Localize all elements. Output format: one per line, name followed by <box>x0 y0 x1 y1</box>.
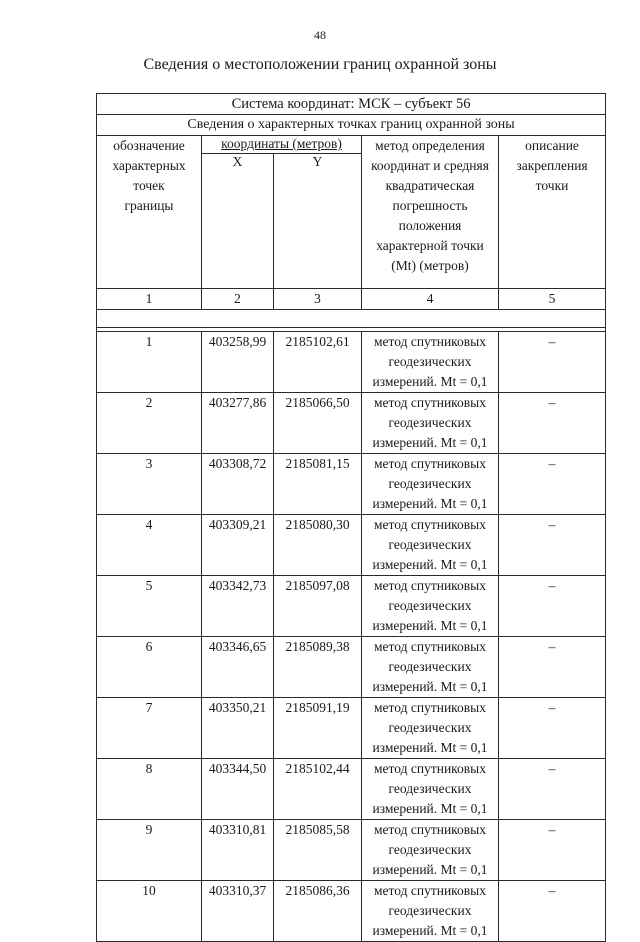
y-coordinate-cell: 2185102,61 <box>274 332 362 393</box>
y-coordinate-cell: 2185086,36 <box>274 881 362 942</box>
method-line: геодезических <box>388 415 472 430</box>
page-title: Сведения о местоположении границ охранной зоны <box>143 56 497 73</box>
header-method-line: положения <box>398 218 462 233</box>
method-line: геодезических <box>388 720 472 735</box>
x-coordinate-cell: 403350,21 <box>202 698 274 759</box>
header-x-label: X <box>232 154 243 169</box>
method-cell <box>362 576 499 637</box>
y-coordinate-cell: 2185081,15 <box>274 454 362 515</box>
y-coordinate-cell: 2185085,58 <box>274 820 362 881</box>
x-coordinate-cell: 403344,50 <box>202 759 274 820</box>
fixing-description-cell: – <box>499 515 606 576</box>
y-coordinate-cell: 2185066,50 <box>274 393 362 454</box>
method-line: измерений. Mt = 0,1 <box>372 618 488 633</box>
x-coordinate-cell: 403342,73 <box>202 576 274 637</box>
y-coordinate-cell: 2185102,44 <box>274 759 362 820</box>
fixing-description-cell: – <box>499 698 606 759</box>
method-line: метод спутниковых <box>374 700 486 715</box>
header-fixing-line: закрепления <box>516 158 588 173</box>
header-method-line: метод определения <box>375 138 485 153</box>
x-coordinate-cell: 403346,65 <box>202 637 274 698</box>
table-row <box>97 881 606 942</box>
point-number-cell: 3 <box>97 454 202 515</box>
header-coordinates <box>202 136 362 154</box>
table-row <box>97 637 606 698</box>
header-fixing <box>499 136 606 289</box>
table-row <box>97 454 606 515</box>
header-x <box>202 154 274 289</box>
header-point-line: обозначение <box>113 138 185 153</box>
table-row <box>97 393 606 454</box>
y-coordinate-cell: 2185089,38 <box>274 637 362 698</box>
point-number-cell: 7 <box>97 698 202 759</box>
column-number: 1 <box>97 289 202 310</box>
fixing-description-cell: – <box>499 759 606 820</box>
method-line: метод спутниковых <box>374 578 486 593</box>
method-line: измерений. Mt = 0,1 <box>372 801 488 816</box>
table-row <box>97 820 606 881</box>
method-line: метод спутниковых <box>374 456 486 471</box>
header-point-line: характерных <box>112 158 186 173</box>
fixing-description-cell: – <box>499 454 606 515</box>
header-method-line: координат и средняя <box>371 158 489 173</box>
column-number: 3 <box>274 289 362 310</box>
page-number: 48 <box>314 28 326 42</box>
method-line: геодезических <box>388 354 472 369</box>
method-cell <box>362 515 499 576</box>
x-coordinate-cell: 403310,81 <box>202 820 274 881</box>
point-number-cell: 6 <box>97 637 202 698</box>
y-coordinate-cell: 2185091,19 <box>274 698 362 759</box>
fixing-description-cell: – <box>499 820 606 881</box>
method-line: геодезических <box>388 842 472 857</box>
column-number: 2 <box>202 289 274 310</box>
header-point-line: границы <box>124 198 174 213</box>
coordinate-system-header: Система координат: МСК – субъект 56 <box>97 94 606 115</box>
y-coordinate-cell: 2185080,30 <box>274 515 362 576</box>
empty-row <box>97 310 606 328</box>
method-cell <box>362 820 499 881</box>
point-number-cell: 5 <box>97 576 202 637</box>
point-number-cell: 1 <box>97 332 202 393</box>
method-line: метод спутниковых <box>374 334 486 349</box>
x-coordinate-cell: 403309,21 <box>202 515 274 576</box>
method-line: метод спутниковых <box>374 883 486 898</box>
method-line: метод спутниковых <box>374 761 486 776</box>
x-coordinate-cell: 403277,86 <box>202 393 274 454</box>
header-method-line: характерной точки <box>376 238 484 253</box>
method-cell <box>362 332 499 393</box>
table-row <box>97 698 606 759</box>
method-line: измерений. Mt = 0,1 <box>372 435 488 450</box>
method-line: метод спутниковых <box>374 395 486 410</box>
method-line: измерений. Mt = 0,1 <box>372 862 488 877</box>
table-row <box>97 332 606 393</box>
table-row <box>97 576 606 637</box>
method-line: измерений. Mt = 0,1 <box>372 374 488 389</box>
header-method <box>362 136 499 289</box>
point-number-cell: 4 <box>97 515 202 576</box>
header-fixing-line: точки <box>535 178 569 193</box>
header-coordinates-label: координаты (метров) <box>221 136 342 151</box>
header-point-line: точек <box>133 178 165 193</box>
method-cell <box>362 637 499 698</box>
x-coordinate-cell: 403258,99 <box>202 332 274 393</box>
method-line: метод спутниковых <box>374 822 486 837</box>
header-method-line: (Mt) (метров) <box>391 258 469 273</box>
header-method-line: погрешность <box>392 198 468 213</box>
point-number-cell: 8 <box>97 759 202 820</box>
header-fixing-line: описание <box>525 138 579 153</box>
header-method-line: квадратическая <box>385 178 475 193</box>
method-line: измерений. Mt = 0,1 <box>372 679 488 694</box>
method-line: геодезических <box>388 903 472 918</box>
method-cell <box>362 393 499 454</box>
point-number-cell: 9 <box>97 820 202 881</box>
method-line: метод спутниковых <box>374 639 486 654</box>
fixing-description-cell: – <box>499 576 606 637</box>
column-number: 4 <box>362 289 499 310</box>
method-line: геодезических <box>388 537 472 552</box>
fixing-description-cell: – <box>499 393 606 454</box>
x-coordinate-cell: 403310,37 <box>202 881 274 942</box>
fixing-description-cell: – <box>499 637 606 698</box>
header-y <box>274 154 362 289</box>
method-line: измерений. Mt = 0,1 <box>372 923 488 938</box>
table-row <box>97 759 606 820</box>
header-point-designation <box>97 136 202 289</box>
method-line: измерений. Mt = 0,1 <box>372 496 488 511</box>
x-coordinate-cell: 403308,72 <box>202 454 274 515</box>
method-line: измерений. Mt = 0,1 <box>372 557 488 572</box>
fixing-description-cell: – <box>499 332 606 393</box>
method-line: метод спутниковых <box>374 517 486 532</box>
column-number: 5 <box>499 289 606 310</box>
point-number-cell: 2 <box>97 393 202 454</box>
method-line: геодезических <box>388 598 472 613</box>
method-line: геодезических <box>388 476 472 491</box>
point-number-cell: 10 <box>97 881 202 942</box>
method-cell <box>362 454 499 515</box>
table-row <box>97 515 606 576</box>
y-coordinate-cell: 2185097,08 <box>274 576 362 637</box>
method-cell <box>362 759 499 820</box>
fixing-description-cell: – <box>499 881 606 942</box>
method-cell <box>362 881 499 942</box>
method-line: измерений. Mt = 0,1 <box>372 740 488 755</box>
method-cell <box>362 698 499 759</box>
header-y-label: Y <box>312 154 323 169</box>
boundary-points-table <box>96 93 606 942</box>
method-line: геодезических <box>388 659 472 674</box>
section-header: Сведения о характерных точках границ охранной зоны <box>97 115 606 136</box>
method-line: геодезических <box>388 781 472 796</box>
